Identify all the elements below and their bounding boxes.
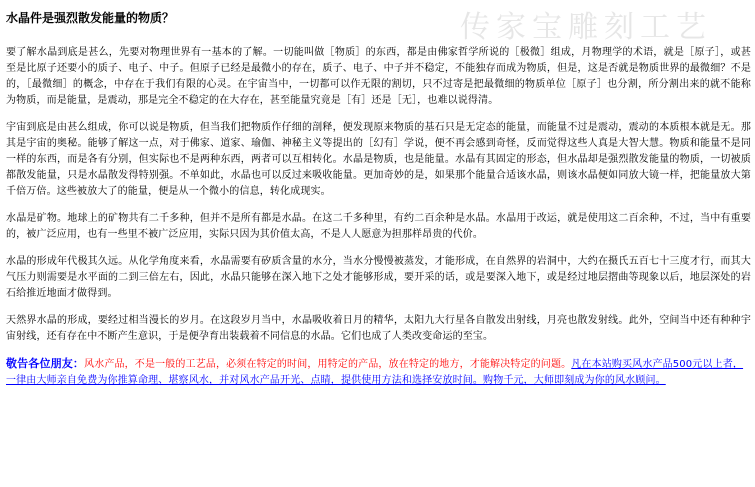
article-paragraph: 水晶的形成年代极其久远。从化学角度来看，水晶需要有矽质含量的水分，当水分慢慢被蒸发，才能形成，在自然界的岩洞中，大约在摄氏五百七十三度才行，而其大气压力则需要是水平面的二到三倍左右，因此，水晶只能够在深入地下之处才能够形成，要开采的话，或是要深入地下，或是经过地层摺曲等现象以后，地层深处的岩石给推近地面才做得到。	[6, 256, 751, 299]
background-watermark: 传家宝雕刻工艺	[460, 10, 712, 45]
article-paragraph: 宇宙到底是由甚么组成，你可以说是物质，但当我们把物质作仔细的剖释，便发现原来物质的基石只是无定态的能量，而能量不过是震动，震动的本质根本就是无。那其是宇宙的奥秘。能够了解这一点，对于佛家、道家、瑜伽、神秘主义等提出的［幻有］学说，便不再会感到奇怪，反而觉得这些人真是大智大慧。物质和能量不是同一样的东西，而是各有分别，但实际也不是两种东西，两者可以互相转化。水晶是物质，也是能量。水晶有其固定的形态，但水晶却是强烈散发能量的物质，一切被质都散发能量，只是水晶散发得特别强。不单如此，水晶也可以反过来吸收能量。更加奇妙的是，如果那个能量合适该水晶，则该水晶便如同放大镜一样，把能量放大第千倍万倍。这些被放大了的能量，便是从一个微小的信息，转化成现实。	[6, 122, 751, 197]
article-title: 水晶件是强烈散发能量的物质？	[6, 11, 175, 25]
notice-block	[6, 356, 751, 389]
notice-lead: 敬告各位朋友：	[6, 357, 85, 370]
article-paragraph: 天然界水晶的形成，要经过相当漫长的岁月。在这段岁月当中，水晶吸收着日月的精华，太阳九大行星各自散发出射线，月亮也散发射线。此外，空间当中还有种种宇宙射线，还有存在中不断产生意识，于是便孕育出装载着不同信息的水晶。它们也成了人类改变命运的至宝。	[6, 315, 751, 342]
purchase-offer-link[interactable]: 凡在本站购买风水产品500元以上者，一律由大师亲自免费为你推算命理、堪察风水，并对风水产品开光、点睛，提供使用方法和选择安放时间。购物千元，大师即刻成为你的风水顾问。	[6, 359, 744, 386]
notice-text: 风水产品，不是一般的工艺品，必须在特定的时间，用特定的产品，放在特定的地方，才能解决特定的问题。	[84, 359, 572, 370]
article-paragraph: 水晶是矿物。地球上的矿物共有二千多种，但并不是所有都是水晶。在这二千多种里，有约二百余种是水晶。水晶用于改运，就是使用这二百余种，不过，当中有重要的，被广泛应用，也有一些里不被广泛应用，实际只因为其价值太高，不是人人愿意为担那样昂贵的代价。	[6, 213, 751, 240]
article-paragraph: 要了解水晶到底是甚么，先要对物理世界有一基本的了解。一切能叫做［物质］的东西，都是由佛家哲学所说的［极微］组成，月物理学的术语，就是［原子］，或甚至是比原子还要小的质子、电子、中子。但原子已经是最微小的存在，质子、电子、中子并不稳定，不能独存而成为物质，但是，这是否就是物质世界的最微细？不是的，［最微细］的概念，中存在于我们有限的心灵。在宇宙当中，一切都可以作无限的割切，只不过寄是把最微细的物质单位［原子］也分割，所分割出来的就不能称为物质，而是能量，是震动，那是完全不稳定的在大存在，甚至能量究竟是［有］还是［无］，也难以说得清。	[6, 47, 751, 106]
